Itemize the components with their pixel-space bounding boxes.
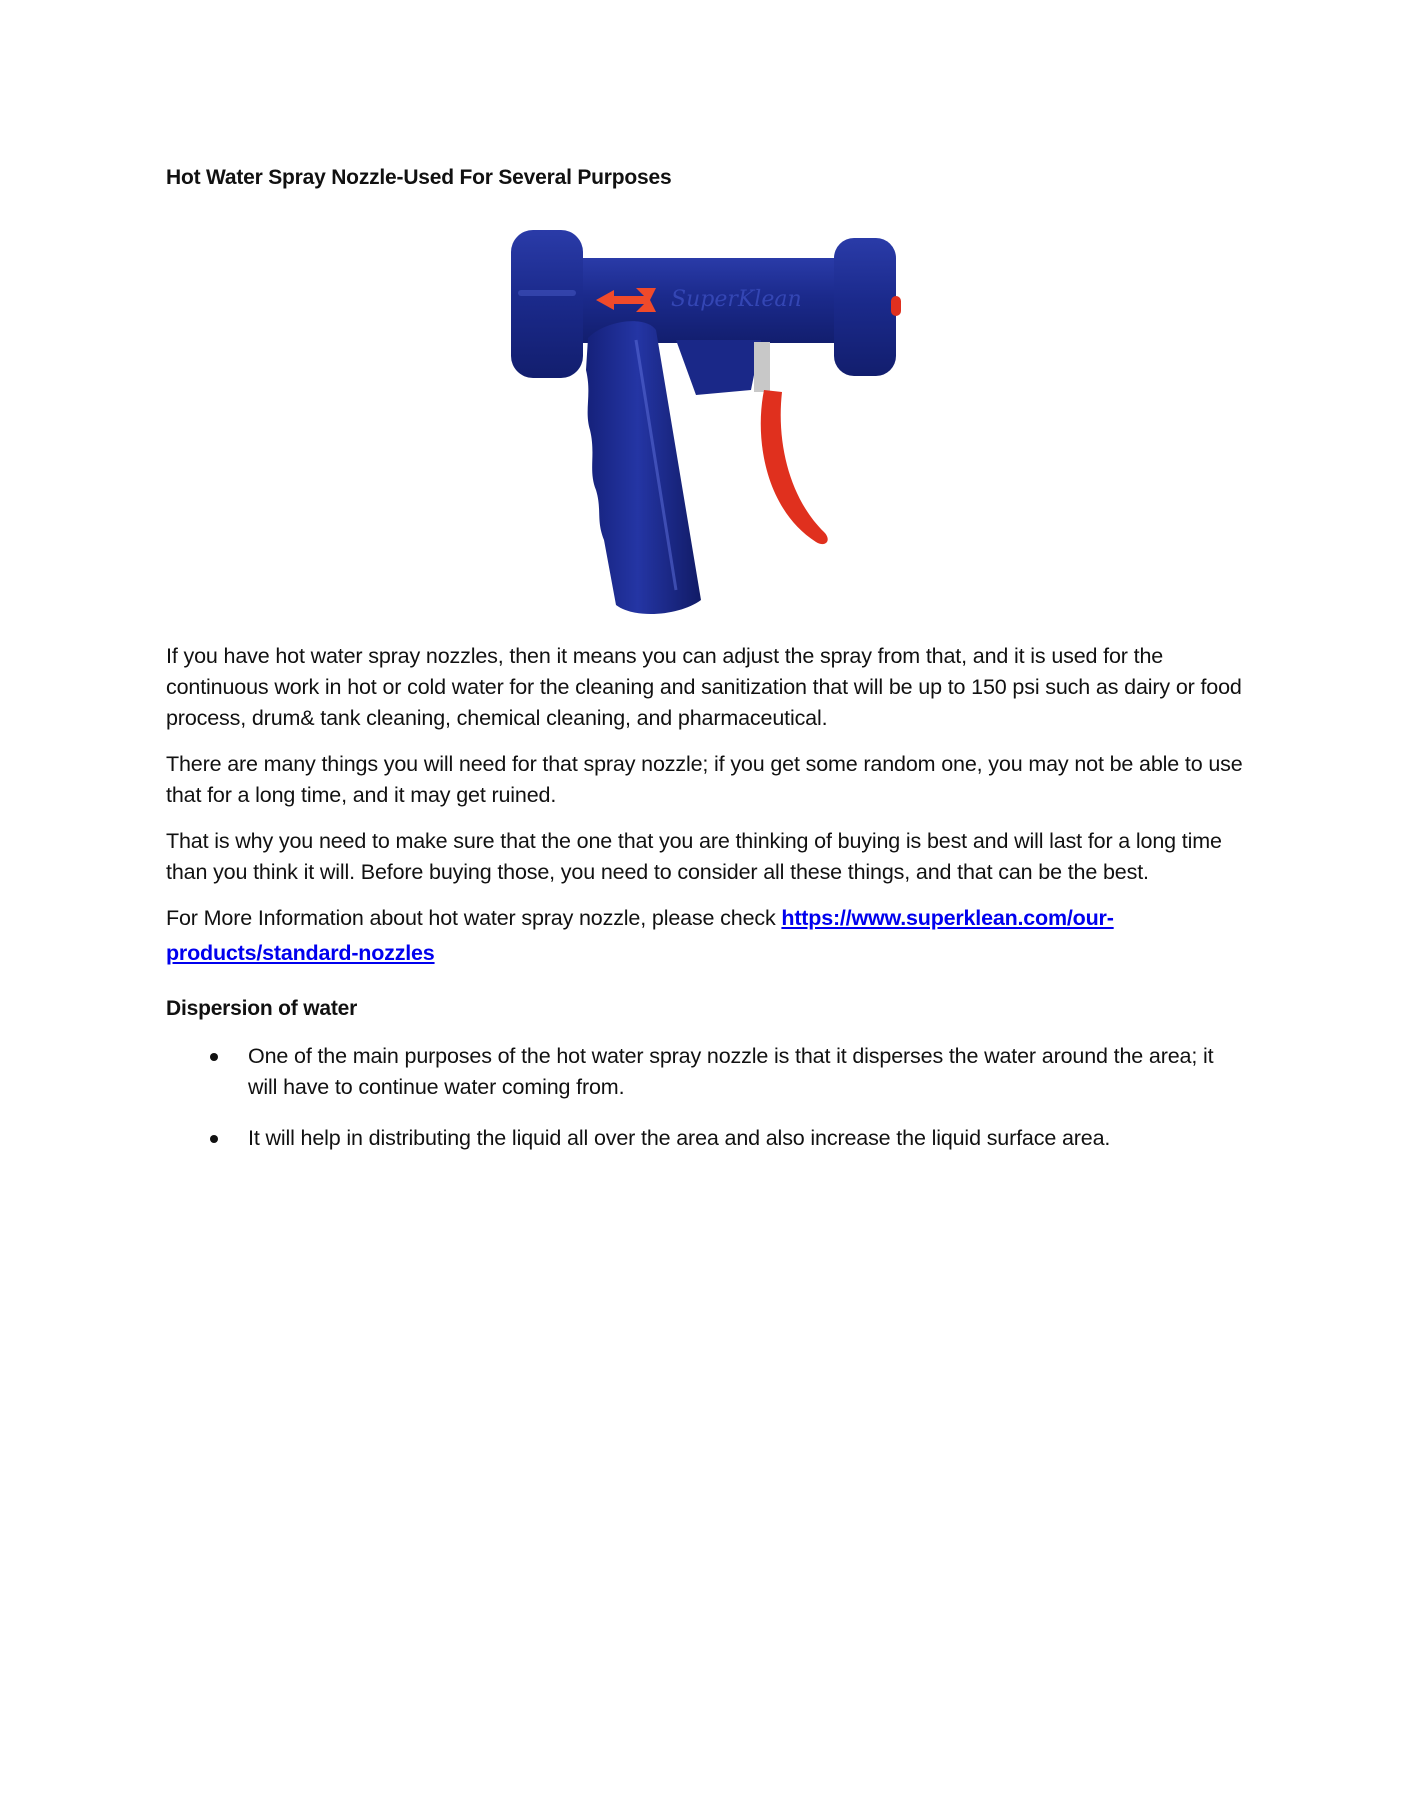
- bullet-icon: [210, 1053, 218, 1061]
- paragraph-1: If you have hot water spray nozzles, then it means you can adjust the spray from that, and it is used for the continuous work in hot or cold water for the cleaning and sanitization that will be up to 150 psi such as dairy or food process, drum& tank cleaning, chemical cleaning, and pharmaceutical.: [166, 644, 1242, 730]
- bullet-list: [166, 1041, 1246, 1154]
- more-info-text: For More Information about hot water spray nozzle, please check: [166, 906, 782, 930]
- list-item-text: One of the main purposes of the hot water spray nozzle is that it disperses the water around the area; it will have to continue water coming from.: [248, 1044, 1214, 1099]
- section-heading: Dispersion of water: [166, 997, 358, 1020]
- paragraph-2: There are many things you will need for that spray nozzle; if you get some random one, you may not be able to use that for a long time, and it may get ruined.: [166, 752, 1243, 807]
- bullet-icon: [210, 1135, 218, 1143]
- list-item: [166, 1123, 1246, 1154]
- more-info-paragraph: [166, 901, 1246, 971]
- page-title: Hot Water Spray Nozzle-Used For Several Purposes: [166, 166, 672, 189]
- superklean-link[interactable]: https://www.superklean.com/our-products/standard-nozzles: [166, 906, 1114, 965]
- list-item: [166, 1041, 1246, 1103]
- spray-nozzle-illustration: [496, 220, 916, 618]
- list-item-text: It will help in distributing the liquid all over the area and also increase the liquid surface area.: [248, 1126, 1111, 1150]
- paragraph-3: That is why you need to make sure that the one that you are thinking of buying is best and will last for a long time than you think it will. Before buying those, you need to consider all these things, and that can be the best.: [166, 829, 1222, 884]
- brand-mark: SuperKlean: [671, 287, 802, 312]
- product-image: [496, 220, 916, 618]
- document-content: [166, 164, 1246, 1174]
